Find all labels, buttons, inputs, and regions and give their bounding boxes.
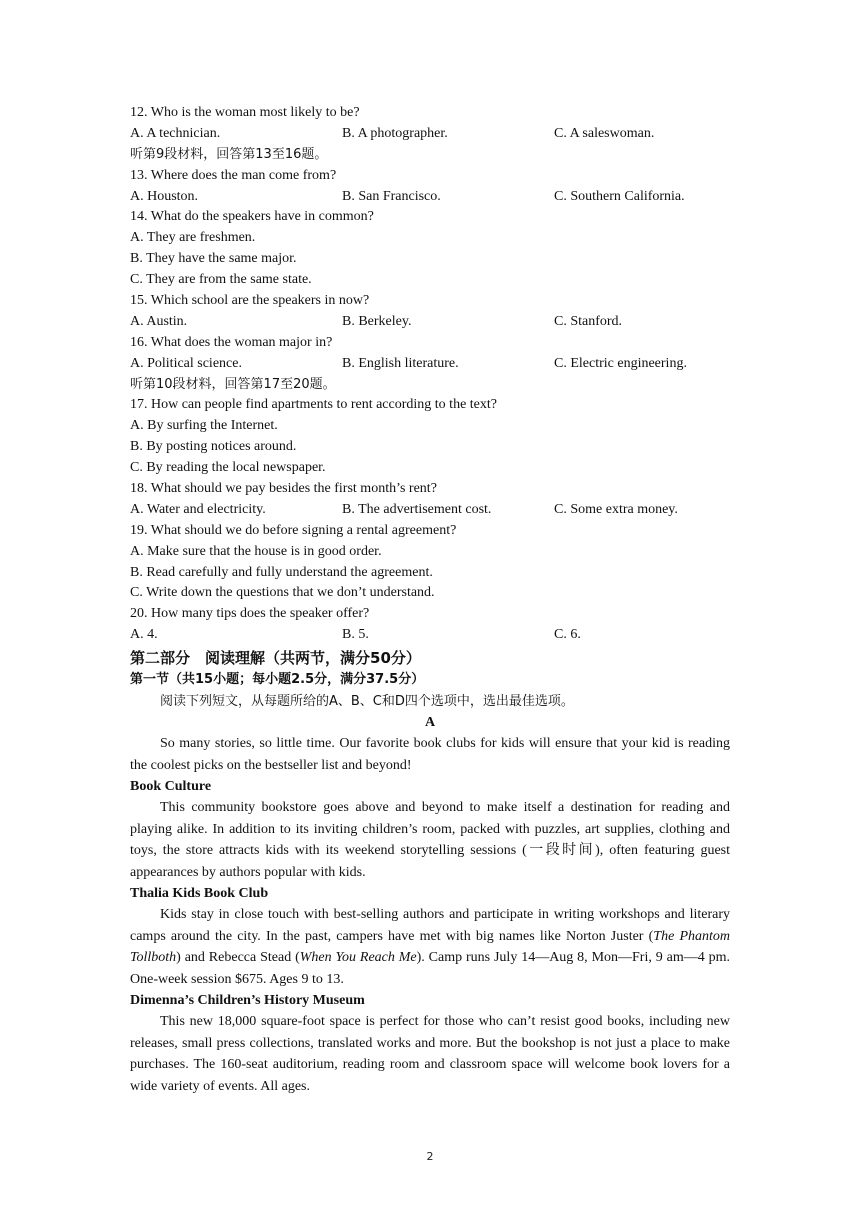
option-b: B. They have the same major. xyxy=(130,251,297,267)
question-12-options xyxy=(130,124,730,145)
option-b: B. English literature. xyxy=(342,355,459,371)
question-16: 16. What does the woman major in? xyxy=(130,334,333,350)
thalia-text-part-1: Kids stay in close touch with best-selling authors and participate in writing workshops and literary camps around the city. In the past, campers have met with big names like Norton Juster ( xyxy=(130,907,730,944)
passage-intro: So many stories, so little time. Our favorite book clubs for kids will ensure that your kid is reading the coolest picks on the bestseller list and beyond! xyxy=(130,736,730,773)
section-one-title: 第一节（共15小题；每小题2.5分，满分37.5分） xyxy=(130,672,425,688)
question-14: 14. What do the speakers have in common? xyxy=(130,209,374,225)
option-a: A. A technician. xyxy=(130,125,221,141)
question-16-options xyxy=(130,354,730,375)
book-culture-heading: Book Culture xyxy=(130,779,212,795)
question-20-options xyxy=(130,625,730,646)
section-9-instruction: 听第9段材料，回答第13至16题。 xyxy=(130,146,328,162)
question-13: 13. Where does the man come from? xyxy=(130,167,337,183)
part-two-title: 第二部分 阅读理解（共两节，满分50分） xyxy=(130,649,421,668)
question-18-options xyxy=(130,500,730,521)
dimenna-text: This new 18,000 square-foot space is perfect for those who can’t resist good books, including new releases, small press collections, translated works and more. But the bookshop is not just a place to make purchases. The 160-seat auditorium, reading room and classroom space will welcome book lovers for a wide variety of events. All ages. xyxy=(130,1014,730,1094)
question-15: 15. Which school are the speakers in now? xyxy=(130,293,370,309)
question-18: 18. What should we pay besides the first month’s rent? xyxy=(130,481,437,497)
option-a: A. Austin. xyxy=(130,313,188,329)
option-b: B. Read carefully and fully understand the agreement. xyxy=(130,564,433,580)
page-number: 2 xyxy=(426,1150,434,1163)
option-c: C. Write down the questions that we don’t understand. xyxy=(130,585,435,601)
option-a: A. They are freshmen. xyxy=(130,230,256,246)
thalia-text xyxy=(130,904,730,990)
option-a: A. By surfing the Internet. xyxy=(130,418,278,434)
book-title-phantom-tollboth: The Phantom Tollboth xyxy=(130,928,730,966)
option-c: C. Electric engineering. xyxy=(554,355,687,371)
option-b: B. San Francisco. xyxy=(342,188,441,204)
option-b: B. A photographer. xyxy=(342,125,448,141)
option-c: C. They are from the same state. xyxy=(130,272,312,288)
document-page xyxy=(130,103,730,1097)
option-c: C. Some extra money. xyxy=(554,501,678,517)
option-b: B. Berkeley. xyxy=(342,313,412,329)
section-10-instruction: 听第10段材料，回答第17至20题。 xyxy=(130,376,336,392)
option-b: B. 5. xyxy=(342,627,369,643)
option-a: A. Political science. xyxy=(130,355,242,371)
option-a: A. 4. xyxy=(130,627,158,643)
reading-instructions: 阅读下列短文，从每题所给的A、B、C和D四个选项中，选出最佳选项。 xyxy=(160,694,574,710)
question-20: 20. How many tips does the speaker offer? xyxy=(130,606,370,622)
passage-label: A xyxy=(424,715,436,731)
thalia-heading: Thalia Kids Book Club xyxy=(130,886,269,902)
dimenna-heading: Dimenna’s Children’s History Museum xyxy=(130,993,365,1009)
option-c: C. A saleswoman. xyxy=(554,125,655,141)
thalia-text-part-2: ) and Rebecca Stead ( xyxy=(176,950,300,966)
option-c: C. 6. xyxy=(554,627,581,643)
question-19: 19. What should we do before signing a rental agreement? xyxy=(130,522,457,538)
option-c: C. Stanford. xyxy=(554,313,623,329)
thalia-text-part-3: ). Camp runs July 14—Aug 8, Mon—Fri, 9 am—4 pm. One-week session $675. Ages 9 to 13. xyxy=(130,950,730,987)
book-title-when-you-reach-me: When You Reach Me xyxy=(299,950,417,966)
option-c: C. Southern California. xyxy=(554,188,685,204)
question-12: 12. Who is the woman most likely to be? xyxy=(130,105,360,120)
question-17: 17. How can people find apartments to rent according to the text? xyxy=(130,397,497,413)
option-c: C. By reading the local newspaper. xyxy=(130,460,326,476)
option-b: B. The advertisement cost. xyxy=(342,501,492,517)
option-a: A. Water and electricity. xyxy=(130,501,266,517)
question-13-options xyxy=(130,187,730,208)
book-culture-text: This community bookstore goes above and beyond to make itself a destination for reading and playing alike. In addition to its inviting children’s room, packed with puzzles, art supplies, clothing and toys, the store attracts kids with its weekend storytelling sessions (一段时间), often featuring guest appearances by authors popular with kids. xyxy=(130,800,730,880)
question-15-options xyxy=(130,312,730,333)
option-a: A. Houston. xyxy=(130,188,199,204)
option-b: B. By posting notices around. xyxy=(130,439,297,455)
option-a: A. Make sure that the house is in good order. xyxy=(130,543,382,559)
